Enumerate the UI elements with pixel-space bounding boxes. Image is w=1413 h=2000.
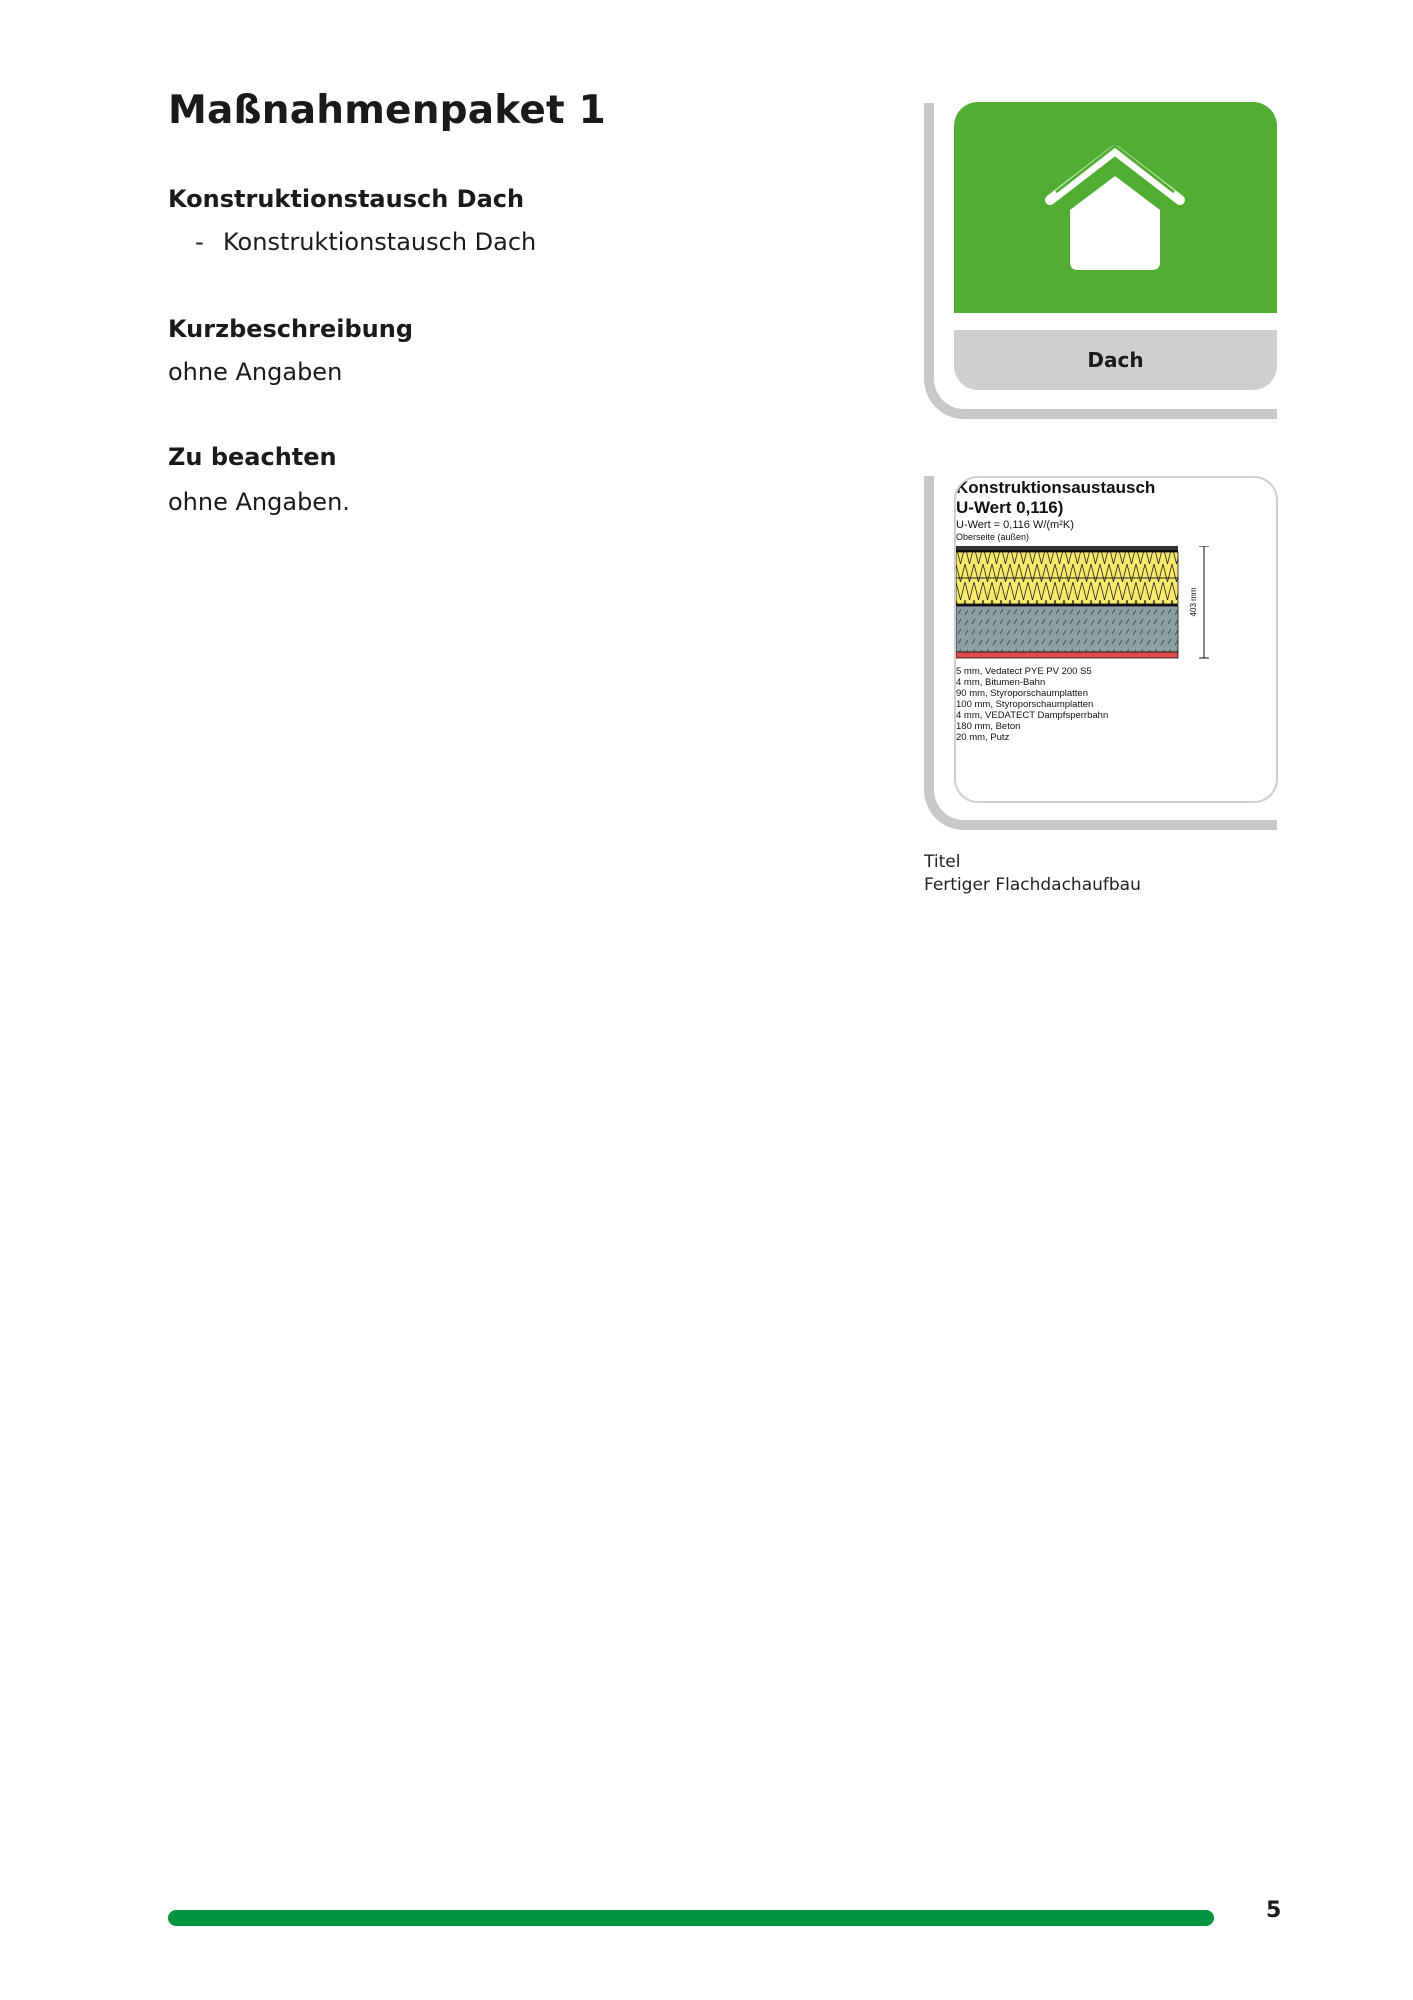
layer-membrane — [956, 546, 1178, 550]
construction-image[interactable] — [954, 476, 1278, 803]
notes-text: ohne Angaben. — [168, 488, 350, 516]
legend-item: 20 mm, Putz — [956, 732, 1010, 743]
page-title: Maßnahmenpaket 1 — [168, 88, 607, 133]
page-number: 5 — [1266, 1898, 1282, 1923]
category-card-label: Dach — [954, 330, 1277, 390]
measure-heading: Konstruktionstausch Dach — [168, 185, 525, 213]
image-uvalue: U-Wert = 0,116 W/(m²K) — [956, 519, 1074, 531]
footer-bar — [168, 1910, 1214, 1926]
image-title-line1: Konstruktionsaustausch — [956, 478, 1156, 497]
layer-concrete — [956, 606, 1178, 652]
legend-item: 180 mm, Beton — [956, 721, 1021, 732]
bullet-dash: - — [195, 228, 204, 256]
image-side-label: Oberseite (außen) — [956, 532, 1030, 542]
layer-insulation-2 — [956, 578, 1178, 604]
measure-list-item — [195, 228, 536, 256]
notes-heading: Zu beachten — [168, 443, 337, 471]
measure-item-label: Konstruktionstausch Dach — [223, 228, 537, 256]
legend-item: 4 mm, Bitumen-Bahn — [956, 677, 1046, 688]
image-caption-label: Titel — [924, 852, 961, 872]
legend-item: 90 mm, Styroporschaumplatten — [956, 688, 1089, 699]
image-title-line2: U-Wert 0,116) — [956, 498, 1064, 517]
layer-plaster — [956, 652, 1178, 658]
legend-item: 4 mm, VEDATECT Dampfsperrbahn — [956, 710, 1109, 721]
description-text: ohne Angaben — [168, 358, 343, 386]
description-heading: Kurzbeschreibung — [168, 315, 413, 343]
layer-diagram — [956, 546, 1246, 664]
layer-legend — [956, 666, 1108, 743]
house-icon — [954, 102, 1277, 313]
layer-insulation-1 — [956, 552, 1178, 578]
legend-item: 5 mm, Vedatect PYE PV 200 S5 — [956, 666, 1092, 677]
thickness-label: 403 mm — [1189, 587, 1198, 617]
image-caption-text: Fertiger Flachdachaufbau — [924, 875, 1141, 895]
legend-item: 100 mm, Styroporschaumplatten — [956, 699, 1094, 710]
category-card-icon-area — [954, 102, 1277, 313]
